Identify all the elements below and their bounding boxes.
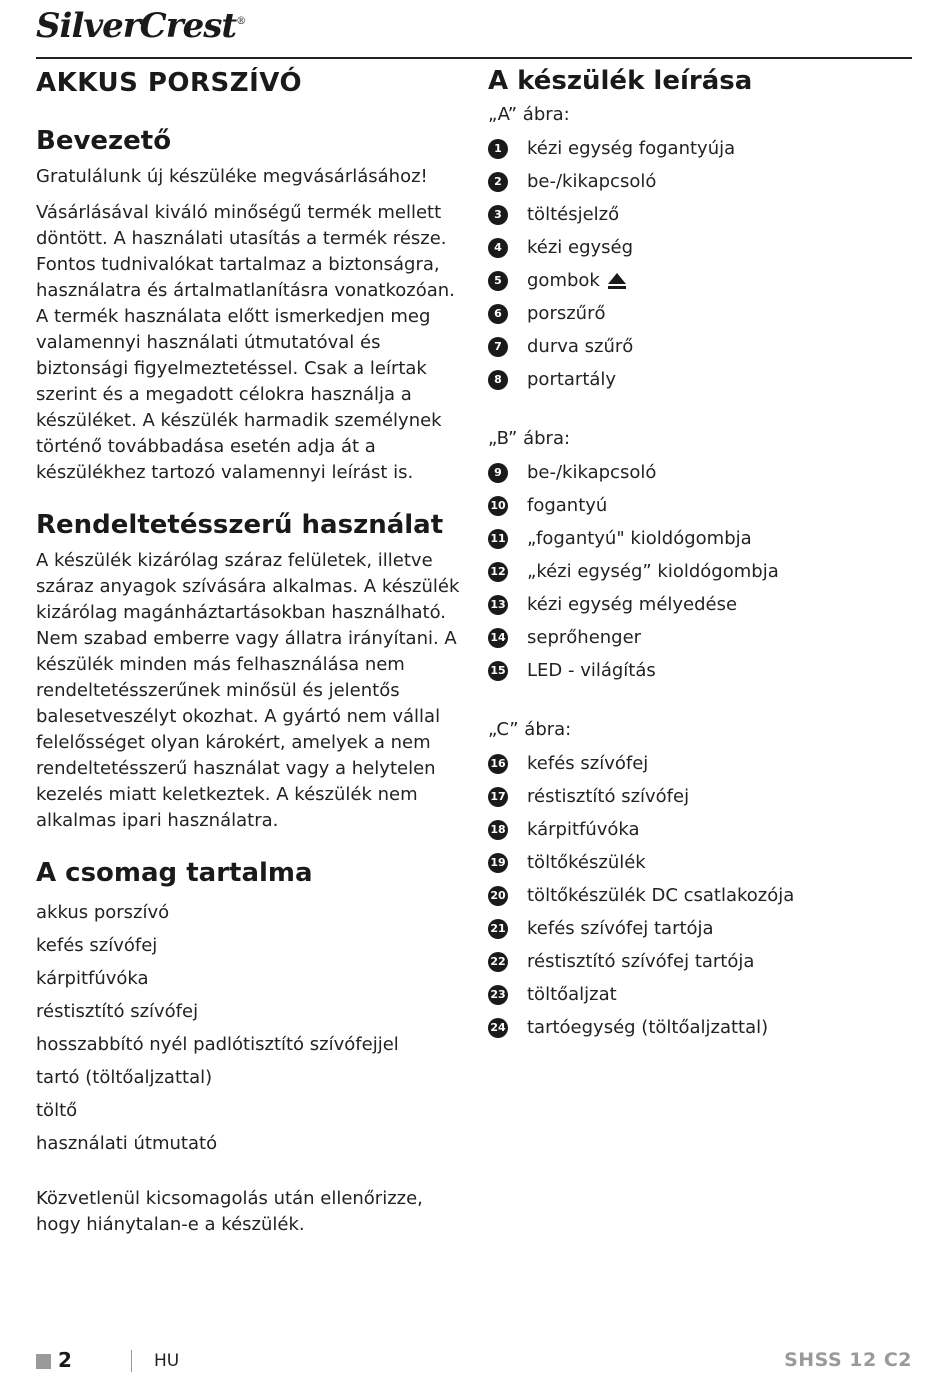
part-label: be-/kikapcsoló: [527, 171, 657, 192]
part-label: kézi egység mélyedése: [527, 594, 738, 615]
intro-paragraph-1: Gratulálunk új készüléke megvásárlásához!: [36, 166, 428, 187]
part-number-badge: 24: [488, 1018, 508, 1038]
figure-c-list: [488, 747, 918, 1044]
package-item: kárpitfúvóka: [36, 968, 149, 989]
part-number-badge: 12: [488, 562, 508, 582]
package-item: akkus porszívó: [36, 902, 170, 923]
part-item: [488, 297, 918, 330]
header-rule: [36, 57, 912, 59]
footer-marker: [36, 1354, 51, 1369]
part-item: [488, 780, 918, 813]
part-item: [488, 132, 918, 165]
part-label: réstisztító szívófej tartója: [527, 951, 755, 972]
figure-b-label: „B” ábra:: [488, 428, 571, 449]
part-number-badge: 2: [488, 172, 508, 192]
figure-b-list: [488, 456, 918, 687]
part-number-badge: 19: [488, 853, 508, 873]
package-note: Közvetlenül kicsomagolás után ellenőrizze, hogy hiánytalan-e a készülék.: [36, 1188, 423, 1235]
part-label: porszűrő: [527, 303, 606, 324]
page-title: AKKUS PORSZÍVÓ: [36, 68, 303, 98]
part-item: [488, 555, 918, 588]
part-item: [488, 489, 918, 522]
part-item: [488, 813, 918, 846]
intro-paragraph-2: Vásárlásával kiváló minőségű termék mellett döntött. A használati utasítás a termék része. Fontos tudnivalókat tartalmaz a biztonságra, használatra és ártalmatlanításra vonatkozóan. A termék használata előtt ismerkedjen meg valamennyi használati útmutatóval és biztonsági figyelmeztetéssel. Csak a leírtak szerint és a megadott célokra használja a készüléket. A készülék harmadik személynek történő továbbadása esetén adja át a készülékhez tartozó valamennyi leírást is.: [36, 202, 455, 483]
part-number-badge: 1: [488, 139, 508, 159]
part-label: be-/kikapcsoló: [527, 462, 657, 483]
part-item: [488, 363, 918, 396]
part-label: kézi egység: [527, 237, 634, 258]
part-number-badge: 11: [488, 529, 508, 549]
package-item: kefés szívófej: [36, 935, 158, 956]
brand-name: SilverCrest: [36, 6, 237, 46]
part-number-badge: 6: [488, 304, 508, 324]
part-label: gombok: [527, 270, 600, 291]
part-number-badge: 15: [488, 661, 508, 681]
part-label: töltőaljzat: [527, 984, 617, 1005]
part-item: [488, 330, 918, 363]
part-item: [488, 456, 918, 489]
part-item: [488, 165, 918, 198]
part-label: réstisztító szívófej: [527, 786, 690, 807]
page-number: 2: [58, 1348, 72, 1372]
parts-heading: A készülék leírása: [488, 66, 753, 96]
intended-use-heading: Rendeltetésszerű használat: [36, 510, 444, 540]
part-item: [488, 846, 918, 879]
part-number-badge: 10: [488, 496, 508, 516]
part-label: töltésjelző: [527, 204, 620, 225]
part-number-badge: 5: [488, 271, 508, 291]
part-item: [488, 747, 918, 780]
package-item: töltő: [36, 1100, 78, 1121]
part-item: [488, 1011, 918, 1044]
part-number-badge: 23: [488, 985, 508, 1005]
part-number-badge: 9: [488, 463, 508, 483]
part-label: portartály: [527, 369, 617, 390]
package-item: réstisztító szívófej: [36, 1001, 199, 1022]
part-label: seprőhenger: [527, 627, 642, 648]
brand-logo: [36, 6, 245, 46]
part-label: fogantyú: [527, 495, 608, 516]
package-item: hosszabbító nyél padlótisztító szívófejjel: [36, 1034, 399, 1055]
part-number-badge: 18: [488, 820, 508, 840]
part-item: [488, 654, 918, 687]
package-item: használati útmutató: [36, 1133, 218, 1154]
part-label: „fogantyú" kioldógombja: [527, 528, 752, 549]
part-item: [488, 231, 918, 264]
part-item: [488, 945, 918, 978]
part-number-badge: 20: [488, 886, 508, 906]
part-item: [488, 522, 918, 555]
part-item: [488, 912, 918, 945]
page-footer: [36, 1348, 912, 1376]
intended-use-paragraph: A készülék kizárólag száraz felületek, illetve száraz anyagok szívására alkalmas. A készülék kizárólag magánháztartásokban használható. Nem szabad emberre vagy állatra irányítani. A készülék minden más felhasználása nem rendeltetésszerűnek minősül és jelentős balesetveszélyt okozhat. A gyártó nem vállal felelősséget olyan károkért, amelyek a nem rendeltetésszerű használat vagy a helytelen kezelés miatt keletkeztek. A készülék nem alkalmas ipari használatra.: [36, 550, 460, 831]
part-item: [488, 621, 918, 654]
part-label: „kézi egység” kioldógombja: [527, 561, 779, 582]
part-number-badge: 17: [488, 787, 508, 807]
part-label: durva szűrő: [527, 336, 634, 357]
part-number-badge: 21: [488, 919, 508, 939]
part-number-badge: 13: [488, 595, 508, 615]
part-item: [488, 198, 918, 231]
part-number-badge: 22: [488, 952, 508, 972]
language-code: HU: [154, 1351, 180, 1371]
part-item: [488, 264, 918, 297]
part-label: töltőkészülék: [527, 852, 646, 873]
figure-c-label: „C” ábra:: [488, 719, 572, 740]
part-number-badge: 8: [488, 370, 508, 390]
part-item: [488, 978, 918, 1011]
part-number-badge: 7: [488, 337, 508, 357]
footer-divider: [131, 1350, 132, 1372]
eject-icon: [608, 271, 626, 291]
right-column: [488, 62, 918, 1044]
part-label: tartóegység (töltőaljzattal): [527, 1017, 769, 1038]
part-label: kárpitfúvóka: [527, 819, 640, 840]
model-number: SHSS 12 C2: [784, 1349, 912, 1371]
part-label: kézi egység fogantyúja: [527, 138, 736, 159]
figure-a-label: „A” ábra:: [488, 104, 570, 125]
part-item: [488, 879, 918, 912]
figure-a-list: [488, 132, 918, 396]
part-label: töltőkészülék DC csatlakozója: [527, 885, 795, 906]
package-item: tartó (töltőaljzattal): [36, 1067, 213, 1088]
registered-mark: ®: [236, 16, 246, 27]
part-number-badge: 16: [488, 754, 508, 774]
part-number-badge: 14: [488, 628, 508, 648]
part-label: kefés szívófej: [527, 753, 649, 774]
left-column: [36, 62, 466, 1238]
package-heading: A csomag tartalma: [36, 858, 313, 888]
part-item: [488, 588, 918, 621]
part-number-badge: 4: [488, 238, 508, 258]
part-label: LED - világítás: [527, 660, 656, 681]
package-list: [36, 896, 466, 1160]
part-number-badge: 3: [488, 205, 508, 225]
part-label: kefés szívófej tartója: [527, 918, 714, 939]
intro-heading: Bevezető: [36, 126, 172, 156]
